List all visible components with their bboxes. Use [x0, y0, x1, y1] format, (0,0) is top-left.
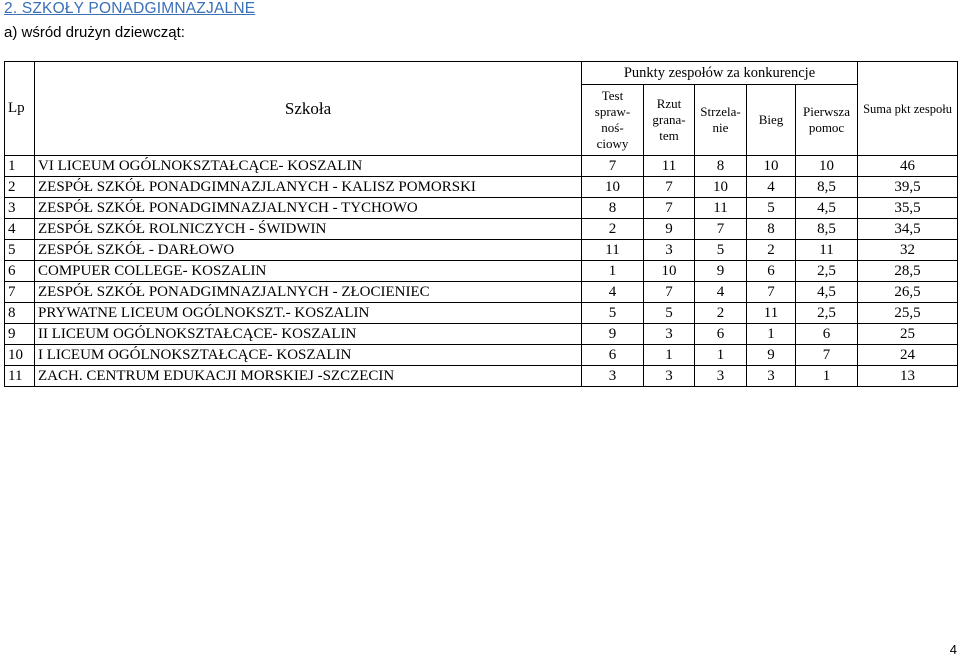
- header-rzut: [644, 85, 695, 156]
- table-row: [5, 345, 958, 366]
- page-number: 4: [949, 642, 957, 657]
- header-suma: Suma pkt zespołu: [858, 62, 958, 156]
- section-subheading: a) wśród drużyn dziewcząt:: [4, 24, 185, 41]
- cell-suma: 25,5: [858, 303, 958, 324]
- cell-pomoc: 6: [796, 324, 858, 345]
- cell-rzut: 7: [644, 177, 695, 198]
- cell-suma: 35,5: [858, 198, 958, 219]
- cell-suma: 32: [858, 240, 958, 261]
- table-row: [5, 282, 958, 303]
- cell-pomoc: 1: [796, 366, 858, 387]
- results-body: [5, 156, 958, 387]
- cell-test: 5: [582, 303, 644, 324]
- cell-test: 6: [582, 345, 644, 366]
- cell-bieg: 11: [747, 303, 796, 324]
- table-row: [5, 198, 958, 219]
- cell-strzelanie: 1: [695, 345, 747, 366]
- cell-suma: 24: [858, 345, 958, 366]
- cell-suma: 39,5: [858, 177, 958, 198]
- cell-test: 2: [582, 219, 644, 240]
- header-test-line-3: noś-: [601, 120, 624, 135]
- cell-suma: 46: [858, 156, 958, 177]
- cell-strzelanie: 5: [695, 240, 747, 261]
- cell-pomoc: 11: [796, 240, 858, 261]
- header-test-line-4: ciowy: [596, 136, 629, 151]
- cell-school: ZACH. CENTRUM EDUKACJI MORSKIEJ -SZCZECIN: [35, 366, 582, 387]
- cell-school: II LICEUM OGÓLNOKSZTAŁCĄCE- KOSZALIN: [35, 324, 582, 345]
- cell-lp: 6: [5, 261, 35, 282]
- cell-lp: 8: [5, 303, 35, 324]
- cell-test: 7: [582, 156, 644, 177]
- cell-pomoc: 2,5: [796, 261, 858, 282]
- cell-suma: 25: [858, 324, 958, 345]
- header-strzelanie-line-1: Strzela-: [700, 104, 741, 119]
- cell-strzelanie: 6: [695, 324, 747, 345]
- cell-rzut: 7: [644, 282, 695, 303]
- cell-rzut: 11: [644, 156, 695, 177]
- cell-school: ZESPÓŁ SZKÓŁ ROLNICZYCH - ŚWIDWIN: [35, 219, 582, 240]
- header-pomoc-line-2: pomoc: [808, 120, 845, 135]
- header-school: Szkoła: [35, 62, 582, 156]
- cell-school: ZESPÓŁ SZKÓŁ PONADGIMNAZJALNYCH - TYCHOWO: [35, 198, 582, 219]
- cell-rzut: 1: [644, 345, 695, 366]
- cell-suma: 13: [858, 366, 958, 387]
- cell-school: ZESPÓŁ SZKÓŁ - DARŁOWO: [35, 240, 582, 261]
- header-test: [582, 85, 644, 156]
- table-row: [5, 261, 958, 282]
- cell-bieg: 2: [747, 240, 796, 261]
- header-bieg: Bieg: [747, 85, 796, 156]
- cell-test: 9: [582, 324, 644, 345]
- cell-strzelanie: 8: [695, 156, 747, 177]
- cell-lp: 3: [5, 198, 35, 219]
- cell-bieg: 7: [747, 282, 796, 303]
- cell-lp: 11: [5, 366, 35, 387]
- cell-bieg: 10: [747, 156, 796, 177]
- cell-strzelanie: 4: [695, 282, 747, 303]
- cell-pomoc: 4,5: [796, 198, 858, 219]
- cell-school: COMPUER COLLEGE- KOSZALIN: [35, 261, 582, 282]
- cell-suma: 34,5: [858, 219, 958, 240]
- header-pomoc-line-1: Pierwsza: [803, 104, 850, 119]
- cell-bieg: 3: [747, 366, 796, 387]
- results-table: [4, 61, 958, 387]
- cell-suma: 26,5: [858, 282, 958, 303]
- cell-school: ZESPÓŁ SZKÓŁ PONADGIMNAZJLANYCH - KALISZ POMORSKI: [35, 177, 582, 198]
- cell-bieg: 8: [747, 219, 796, 240]
- cell-suma: 28,5: [858, 261, 958, 282]
- cell-lp: 2: [5, 177, 35, 198]
- cell-lp: 5: [5, 240, 35, 261]
- table-row: [5, 219, 958, 240]
- table-row: [5, 156, 958, 177]
- cell-test: 10: [582, 177, 644, 198]
- cell-pomoc: 8,5: [796, 219, 858, 240]
- cell-pomoc: 8,5: [796, 177, 858, 198]
- header-pomoc: [796, 85, 858, 156]
- cell-lp: 9: [5, 324, 35, 345]
- header-test-line-1: Test: [601, 88, 624, 103]
- cell-test: 3: [582, 366, 644, 387]
- header-test-line-2: spraw-: [594, 104, 631, 119]
- header-points-group: Punkty zespołów za konkurencje: [582, 62, 858, 85]
- cell-lp: 4: [5, 219, 35, 240]
- cell-strzelanie: 2: [695, 303, 747, 324]
- header-rzut-line-1: Rzut: [656, 96, 682, 111]
- cell-rzut: 5: [644, 303, 695, 324]
- table-row: [5, 177, 958, 198]
- cell-bieg: 4: [747, 177, 796, 198]
- header-rzut-line-2: grana-: [652, 112, 686, 127]
- cell-bieg: 9: [747, 345, 796, 366]
- cell-rzut: 10: [644, 261, 695, 282]
- header-rzut-line-3: tem: [659, 128, 679, 143]
- cell-bieg: 1: [747, 324, 796, 345]
- table-row: [5, 324, 958, 345]
- cell-lp: 10: [5, 345, 35, 366]
- cell-pomoc: 7: [796, 345, 858, 366]
- cell-test: 11: [582, 240, 644, 261]
- table-row: [5, 303, 958, 324]
- cell-pomoc: 10: [796, 156, 858, 177]
- cell-strzelanie: 11: [695, 198, 747, 219]
- section-heading: 2. SZKOŁY PONADGIMNAZJALNE: [4, 0, 256, 17]
- header-strzelanie-line-2: nie: [712, 120, 729, 135]
- cell-school: ZESPÓŁ SZKÓŁ PONADGIMNAZJALNYCH - ZŁOCIENIEC: [35, 282, 582, 303]
- cell-lp: 7: [5, 282, 35, 303]
- cell-rzut: 3: [644, 324, 695, 345]
- cell-bieg: 5: [747, 198, 796, 219]
- cell-test: 4: [582, 282, 644, 303]
- cell-rzut: 3: [644, 366, 695, 387]
- cell-rzut: 9: [644, 219, 695, 240]
- table-row: [5, 366, 958, 387]
- cell-test: 1: [582, 261, 644, 282]
- cell-rzut: 3: [644, 240, 695, 261]
- cell-school: PRYWATNE LICEUM OGÓLNOKSZT.- KOSZALIN: [35, 303, 582, 324]
- cell-pomoc: 2,5: [796, 303, 858, 324]
- header-lp: Lp: [5, 62, 35, 156]
- cell-school: VI LICEUM OGÓLNOKSZTAŁCĄCE- KOSZALIN: [35, 156, 582, 177]
- cell-strzelanie: 3: [695, 366, 747, 387]
- cell-strzelanie: 10: [695, 177, 747, 198]
- cell-test: 8: [582, 198, 644, 219]
- header-row-1: [5, 62, 958, 85]
- cell-bieg: 6: [747, 261, 796, 282]
- cell-strzelanie: 9: [695, 261, 747, 282]
- cell-strzelanie: 7: [695, 219, 747, 240]
- header-strzelanie: [695, 85, 747, 156]
- cell-lp: 1: [5, 156, 35, 177]
- cell-school: I LICEUM OGÓLNOKSZTAŁCĄCE- KOSZALIN: [35, 345, 582, 366]
- cell-pomoc: 4,5: [796, 282, 858, 303]
- cell-rzut: 7: [644, 198, 695, 219]
- table-row: [5, 240, 958, 261]
